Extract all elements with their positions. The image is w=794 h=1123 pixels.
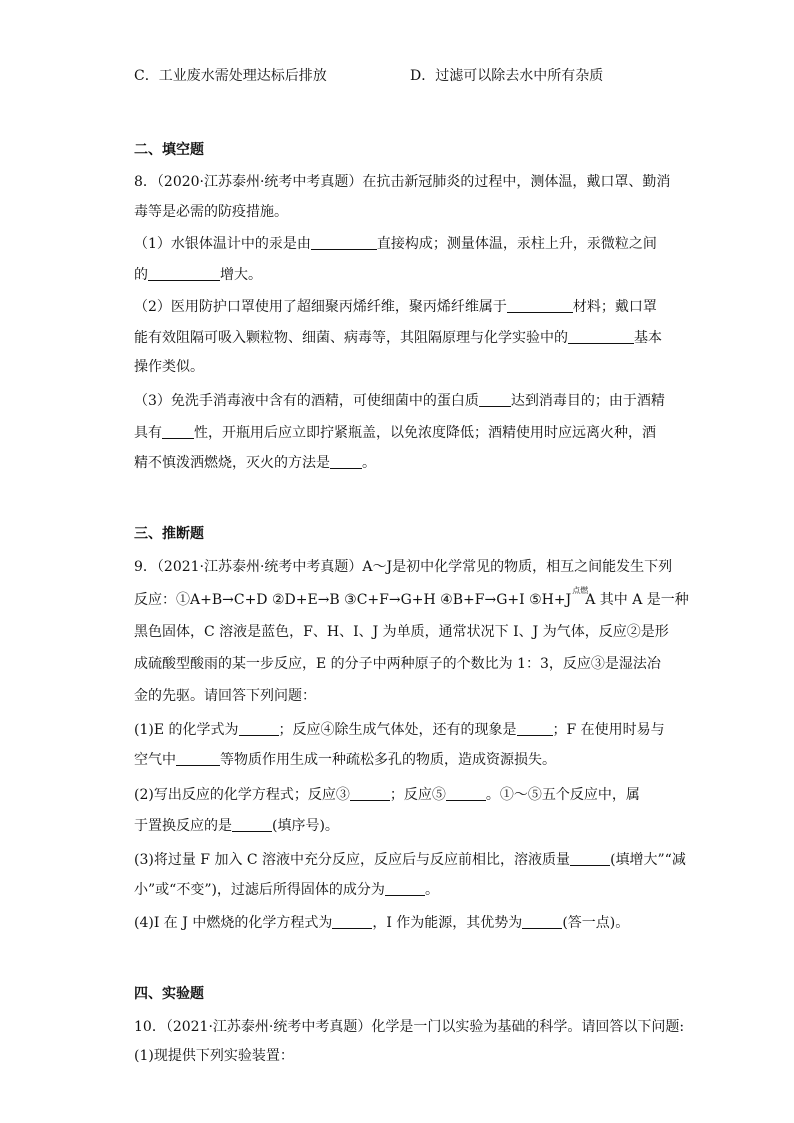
q9-s4-text-a: (4)I 在 J 中燃烧的化学方程式为 bbox=[134, 915, 333, 931]
q8-p3-text-f: 。 bbox=[362, 455, 376, 471]
q9-line4: 成硫酸型酸雨的某一步反应，E 的分子中两种原子的个数比为 1：3，反应③是湿法冶 bbox=[134, 656, 661, 672]
q8-p1-text-d: 增大。 bbox=[220, 267, 262, 283]
section-title-inference: 三、推断题 bbox=[134, 526, 204, 542]
q8-blank-7[interactable] bbox=[330, 453, 362, 469]
q9-s1-text-b: ；反应④除生成气体处，还有的现象是 bbox=[278, 722, 517, 738]
q9-s4-text-b: ，I 作为能源，其优势为 bbox=[372, 915, 523, 931]
section-title-fill-in: 二、填空题 bbox=[134, 142, 204, 158]
q9-sub3-line1 bbox=[134, 850, 686, 870]
q8-blank-5[interactable] bbox=[479, 391, 511, 407]
q9-s2-text-d: 于置换反应的是 bbox=[134, 818, 232, 834]
q9-s2-text-c: 。①～⑤五个反应中，属 bbox=[485, 787, 640, 803]
q9-header-line1: 9．（2021·江苏泰州·统考中考真题）A～J是初中化学常见的物质，相互之间能发生下列 bbox=[134, 559, 673, 575]
q9-s1-text-d: 空气中 bbox=[134, 752, 176, 768]
q9-s3-text-b: (填增大”“减 bbox=[610, 852, 686, 868]
q9-sub1-line2 bbox=[134, 750, 674, 770]
q8-part3-line3 bbox=[134, 453, 674, 473]
q8-p2-text-b: 材料；戴口罩 bbox=[572, 299, 657, 315]
q8-part3-line1 bbox=[134, 391, 674, 411]
q9-condition-arrow bbox=[571, 586, 589, 610]
q9-s2-text-e: (填序号)。 bbox=[272, 818, 339, 834]
q9-s3-text-d: 。 bbox=[424, 882, 439, 898]
q9-sub4-line1 bbox=[134, 913, 674, 933]
q9-s1-text-e: 等物质作用生成一种疏松多孔的物质，造成资源损失。 bbox=[220, 752, 556, 768]
q9-blank-3[interactable] bbox=[176, 750, 220, 766]
ignite-condition-label: 点燃 bbox=[572, 586, 589, 595]
q8-p3-text-e: 精不慎泼洒燃烧，灭火的方法是 bbox=[134, 455, 330, 471]
q9-blank-6[interactable] bbox=[232, 816, 272, 832]
q9-s1-text-a: (1)E 的化学式为 bbox=[134, 722, 239, 738]
q10-line2: (1)现提供下列实验装置： bbox=[134, 1048, 294, 1064]
q8-p2-text-a: （2）医用防护口罩使用了超细聚丙烯纤维，聚丙烯纤维属于 bbox=[134, 299, 507, 315]
q9-blank-9[interactable] bbox=[332, 913, 372, 929]
q9-blank-7[interactable] bbox=[570, 850, 610, 866]
q7-option-d: D．过滤可以除去水中所有杂质 bbox=[410, 68, 604, 84]
q8-part1-line1 bbox=[134, 234, 674, 254]
q9-reactions-line bbox=[134, 586, 689, 610]
q9-s3-text-c: 小”或“不变”)，过滤后所得固体的成分为 bbox=[134, 882, 385, 898]
q9-blank-10[interactable] bbox=[522, 913, 562, 929]
q8-blank-1[interactable] bbox=[311, 234, 377, 250]
q8-part1-line2 bbox=[134, 265, 674, 285]
q8-p1-text-a: （1）水银体温计中的汞是由 bbox=[134, 236, 311, 252]
q9-blank-1[interactable] bbox=[239, 720, 279, 736]
q9-s1-text-c: ；F 在使用时易与 bbox=[552, 722, 665, 738]
q9-s2-text-a: (2)写出反应的化学方程式；反应③ bbox=[134, 787, 350, 803]
q9-line3: 黑色固体，C 溶液是蓝色，F、H、I、J 为单质，通常状况下 I、J 为气体，反应②是形 bbox=[134, 624, 669, 640]
q8-p3-text-a: （3）免洗手消毒液中含有的酒精，可使细菌中的蛋白质 bbox=[134, 393, 479, 409]
q9-line5: 金的先驱。请回答下列问题： bbox=[134, 688, 316, 704]
q8-p2-text-c: 能有效阻隔可吸入颗粒物、细菌、病毒等，其阻隔原理与化学实验中的 bbox=[134, 330, 568, 346]
q8-p3-text-b: 达到消毒目的；由于酒精 bbox=[510, 393, 665, 409]
q9-s2-text-b: ；反应⑤ bbox=[389, 787, 446, 803]
q8-blank-2[interactable] bbox=[148, 265, 220, 281]
q8-header-line1: 8．（2020·江苏泰州·统考中考真题）在抗击新冠肺炎的过程中，测体温，戴口罩、勤消 bbox=[134, 174, 671, 190]
q9-reactions-text-b: A 其中 A 是一种 bbox=[585, 592, 689, 608]
q9-blank-5[interactable] bbox=[446, 785, 486, 801]
q8-part2-line1 bbox=[134, 297, 674, 317]
q8-header-line2: 毒等是必需的防疫措施。 bbox=[134, 204, 288, 220]
q9-blank-4[interactable] bbox=[350, 785, 390, 801]
q8-part2-line2 bbox=[134, 328, 674, 348]
q8-p1-text-b: 直接构成；测量体温，汞柱上升，汞微粒之间 bbox=[376, 236, 657, 252]
q9-sub3-line2 bbox=[134, 880, 674, 900]
q8-part3-line2 bbox=[134, 423, 674, 443]
q8-p3-text-c: 具有 bbox=[134, 425, 162, 441]
q8-part2-line3: 操作类似。 bbox=[134, 359, 204, 375]
q8-blank-4[interactable] bbox=[568, 328, 634, 344]
q9-sub2-line1 bbox=[134, 785, 674, 805]
section-title-experiment: 四、实验题 bbox=[134, 986, 204, 1002]
q9-blank-8[interactable] bbox=[385, 880, 425, 896]
q8-p2-text-d: 基本 bbox=[634, 330, 662, 346]
q8-p1-text-c: 的 bbox=[134, 267, 148, 283]
q8-blank-6[interactable] bbox=[162, 423, 194, 439]
q8-blank-3[interactable] bbox=[507, 297, 573, 313]
q8-p3-text-d: 性，开瓶用后应立即拧紧瓶盖，以免浓度降低；酒精使用时应远离火种，酒 bbox=[194, 425, 656, 441]
q9-blank-2[interactable] bbox=[517, 720, 553, 736]
q10-header-line1: 10．（2021·江苏泰州·统考中考真题）化学是一门以实验为基础的科学。请回答以下问题: bbox=[134, 1019, 685, 1035]
q9-sub2-line2 bbox=[134, 816, 674, 836]
q9-sub1-line1 bbox=[134, 720, 674, 740]
q9-s4-text-c: (答一点)。 bbox=[562, 915, 630, 931]
q7-option-c: C．工业废水需处理达标后排放 bbox=[134, 68, 327, 84]
q9-reactions-text-a: 反应：①A+B→C+D ②D+E→B ③C+F→G+H ④B+F→G+I ⑤H+J bbox=[134, 592, 572, 608]
q9-s3-text-a: (3)将过量 F 加入 C 溶液中充分反应，反应后与反应前相比，溶液质量 bbox=[134, 852, 571, 868]
